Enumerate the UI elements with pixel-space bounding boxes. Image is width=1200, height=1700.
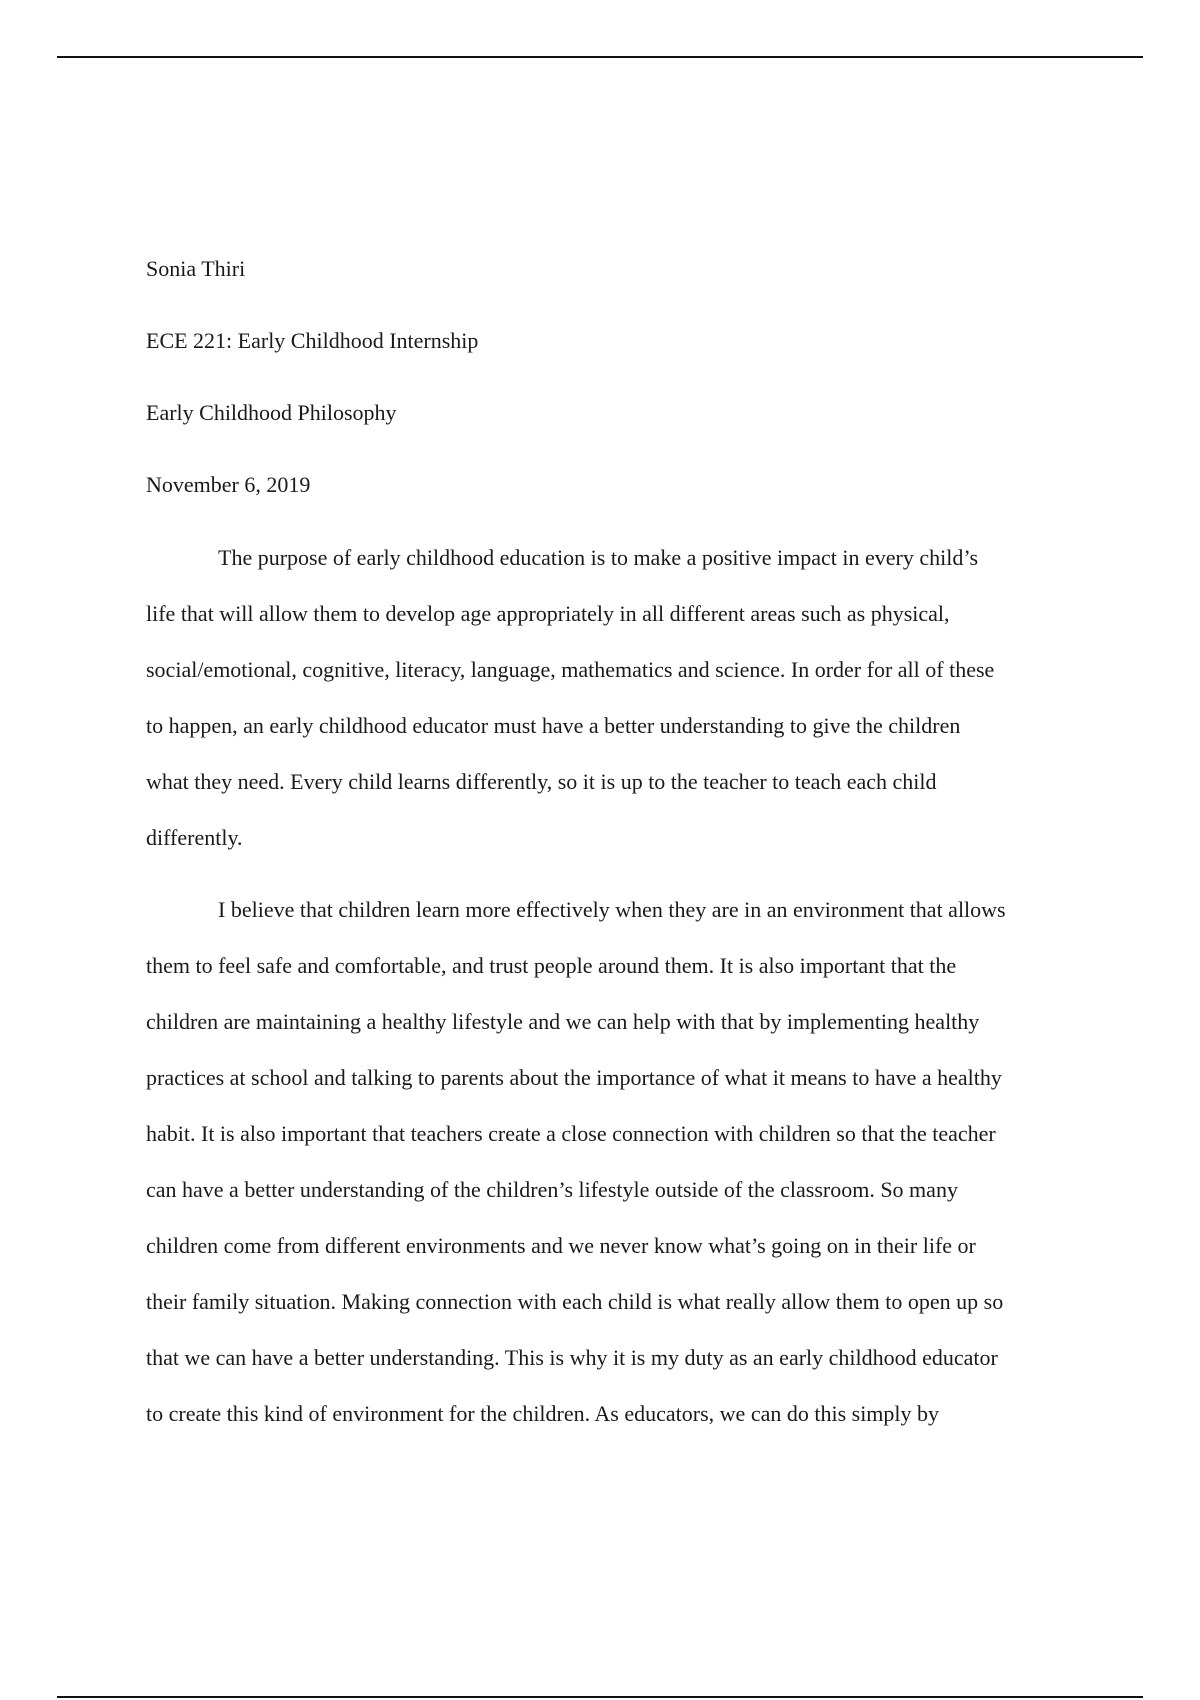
paragraph-line: to create this kind of environment for the children. As educators, we can do this simply by xyxy=(146,1401,940,1426)
paragraph-line: I believe that children learn more effectively when they are in an environment that allows xyxy=(218,897,1006,922)
document-title: Early Childhood Philosophy xyxy=(146,400,397,425)
paragraph-line: children are maintaining a healthy lifestyle and we can help with that by implementing healthy xyxy=(146,1009,980,1034)
bottom-rule xyxy=(57,1696,1143,1698)
paragraph-line: practices at school and talking to parents about the importance of what it means to have a healthy xyxy=(146,1065,1002,1090)
paragraph-2 xyxy=(146,882,1096,1442)
paragraph-line: The purpose of early childhood education is to make a positive impact in every child’s xyxy=(218,545,979,570)
paragraph-line: that we can have a better understanding. This is why it is my duty as an early childhood educator xyxy=(146,1345,998,1370)
author-name: Sonia Thiri xyxy=(146,256,246,281)
paragraph-line: differently. xyxy=(146,825,243,850)
paragraph-line: children come from different environments and we never know what’s going on in their life or xyxy=(146,1233,976,1258)
paragraph-line: their family situation. Making connection with each child is what really allow them to open up so xyxy=(146,1289,1004,1314)
paragraph-line: habit. It is also important that teachers create a close connection with children so that the teacher xyxy=(146,1121,996,1146)
document-date: November 6, 2019 xyxy=(146,472,311,497)
paragraph-line: can have a better understanding of the children’s lifestyle outside of the classroom. So many xyxy=(146,1177,958,1202)
paragraph-spacer xyxy=(146,866,1096,882)
paragraph-1 xyxy=(146,530,1096,866)
document-page xyxy=(146,258,1096,1442)
paragraph-line: what they need. Every child learns differently, so it is up to the teacher to teach each child xyxy=(146,769,937,794)
course-name: ECE 221: Early Childhood Internship xyxy=(146,328,479,353)
paragraph-line: social/emotional, cognitive, literacy, language, mathematics and science. In order for all of these xyxy=(146,657,995,682)
document-header xyxy=(146,258,1096,530)
paragraph-line: to happen, an early childhood educator must have a better understanding to give the children xyxy=(146,713,961,738)
top-rule xyxy=(57,56,1143,58)
paragraph-line: them to feel safe and comfortable, and trust people around them. It is also important that the xyxy=(146,953,957,978)
paragraph-line: life that will allow them to develop age appropriately in all different areas such as physical, xyxy=(146,601,950,626)
